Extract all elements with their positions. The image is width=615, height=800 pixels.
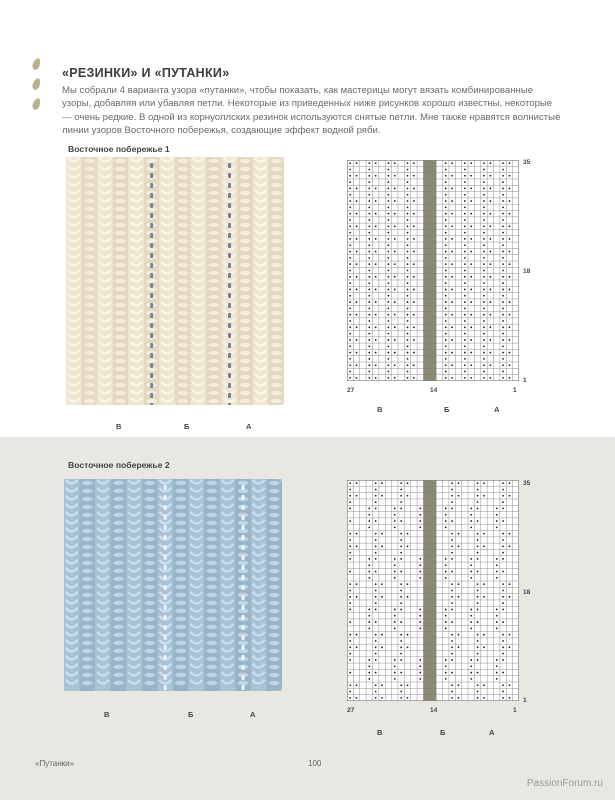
chart-2-col-left: 27 <box>347 707 355 714</box>
chart-1-col-left: 27 <box>347 387 355 394</box>
chart-2-row-bottom: 1 <box>523 697 527 704</box>
chart-2-col-right: 1 <box>513 707 517 714</box>
swatch-2-label-b: Б <box>188 710 194 719</box>
chart-1-row-mid: 18 <box>523 268 531 275</box>
chart-1-col-mid: 14 <box>430 387 438 394</box>
chart-2-row-mid: 18 <box>523 589 531 596</box>
knitting-chart-2 <box>347 480 519 701</box>
section-2-caption: Восточное побережье 2 <box>68 460 170 470</box>
chart-2-label-v: В <box>377 728 383 737</box>
swatch-2-label-a: А <box>250 710 256 719</box>
page-title: «РЕЗИНКИ» И «ПУТАНКИ» <box>62 66 230 80</box>
swatch-1-label-b: Б <box>184 422 190 431</box>
chart-2-label-b: Б <box>440 728 446 737</box>
chart-1-label-b: Б <box>444 405 450 414</box>
chart-1-label-a: А <box>494 405 500 414</box>
chart-2-row-top: 35 <box>523 480 531 487</box>
page-number: 100 <box>308 759 322 768</box>
swatch-1-label-v: В <box>116 422 122 431</box>
chart-2-col-mid: 14 <box>430 707 438 714</box>
section-1-caption: Восточное побережье 1 <box>68 144 170 154</box>
chart-1-label-v: В <box>377 405 383 414</box>
intro-paragraph: Мы собрали 4 варианта узора «путанки», чтобы показать, как мастерицы могут вязать комбинированные узоры, добавляя или убавляя петли. Некоторые из приведенных ниже рисунков хорошо известны, некоторые — очень редкие. В одной из корнуоллских резинок используются снятые петли. Мне также нравятся волнистые линии узоров Восточного побережья, создающие эффект водной ряби. <box>62 85 561 136</box>
chart-1-row-top: 35 <box>523 159 531 166</box>
swatch-1-label-a: А <box>246 422 252 431</box>
knitting-chart-1 <box>347 160 519 381</box>
chart-1-row-bottom: 1 <box>523 377 527 384</box>
blue-knit-swatch <box>64 479 282 691</box>
chart-2-label-a: А <box>489 728 495 737</box>
chart-1-col-right: 1 <box>513 387 517 394</box>
footer-section-name: «Путанки» <box>35 759 75 768</box>
watermark: PassionForum.ru <box>526 778 603 789</box>
swatch-2-label-v: В <box>104 710 110 719</box>
cream-knit-swatch <box>66 157 284 405</box>
